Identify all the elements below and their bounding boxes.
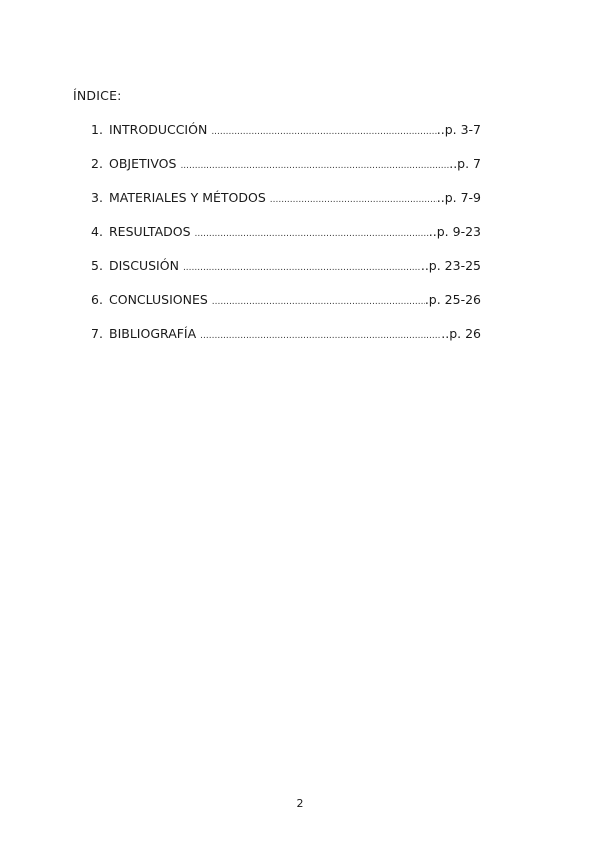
dot-leader [212, 297, 425, 307]
toc-entry-page: .p. 25-26 [424, 292, 481, 307]
toc-entry-page: ..p. 23-25 [420, 258, 481, 273]
dot-leader [211, 127, 436, 137]
toc-entry-materiales-y-metodos [91, 190, 481, 224]
toc-entry-title: CONCLUSIONES [109, 292, 208, 307]
dot-leader [183, 263, 421, 273]
toc-entry-number: 7. [91, 326, 103, 341]
toc-entry-number: 6. [91, 292, 103, 307]
dot-leader [195, 229, 429, 239]
toc-entry-number: 2. [91, 156, 103, 171]
toc-entry-number: 4. [91, 224, 103, 239]
toc-entry-page: ..p. 3-7 [436, 122, 481, 137]
dot-leader [200, 331, 441, 341]
toc-entry-bibliografia [91, 326, 481, 360]
toc-entry-title: RESULTADOS [109, 224, 191, 239]
toc-entry-discusion [91, 258, 481, 292]
dot-leader [270, 195, 437, 205]
toc-entry-resultados [91, 224, 481, 258]
page-number: 2 [296, 797, 304, 810]
toc-entry-conclusiones [91, 292, 481, 326]
toc-entry-page: ..p. 9-23 [428, 224, 481, 239]
toc-entry-introduccion [91, 122, 481, 156]
table-of-contents [91, 122, 481, 360]
toc-entry-number: 5. [91, 258, 103, 273]
toc-entry-page: ..p. 7-9 [436, 190, 481, 205]
toc-entry-title: INTRODUCCIÓN [109, 122, 208, 137]
index-heading: ÍNDICE: [73, 88, 122, 103]
toc-entry-title: DISCUSIÓN [109, 258, 179, 273]
toc-entry-page: ..p. 7 [449, 156, 481, 171]
dot-leader [180, 161, 449, 171]
toc-entry-page: ..p. 26 [441, 326, 481, 341]
toc-entry-title: OBJETIVOS [109, 156, 177, 171]
toc-entry-objetivos [91, 156, 481, 190]
toc-entry-title: MATERIALES Y MÉTODOS [109, 190, 266, 205]
toc-entry-number: 1. [91, 122, 103, 137]
toc-entry-title: BIBLIOGRAFÍA [109, 326, 197, 341]
toc-entry-number: 3. [91, 190, 103, 205]
